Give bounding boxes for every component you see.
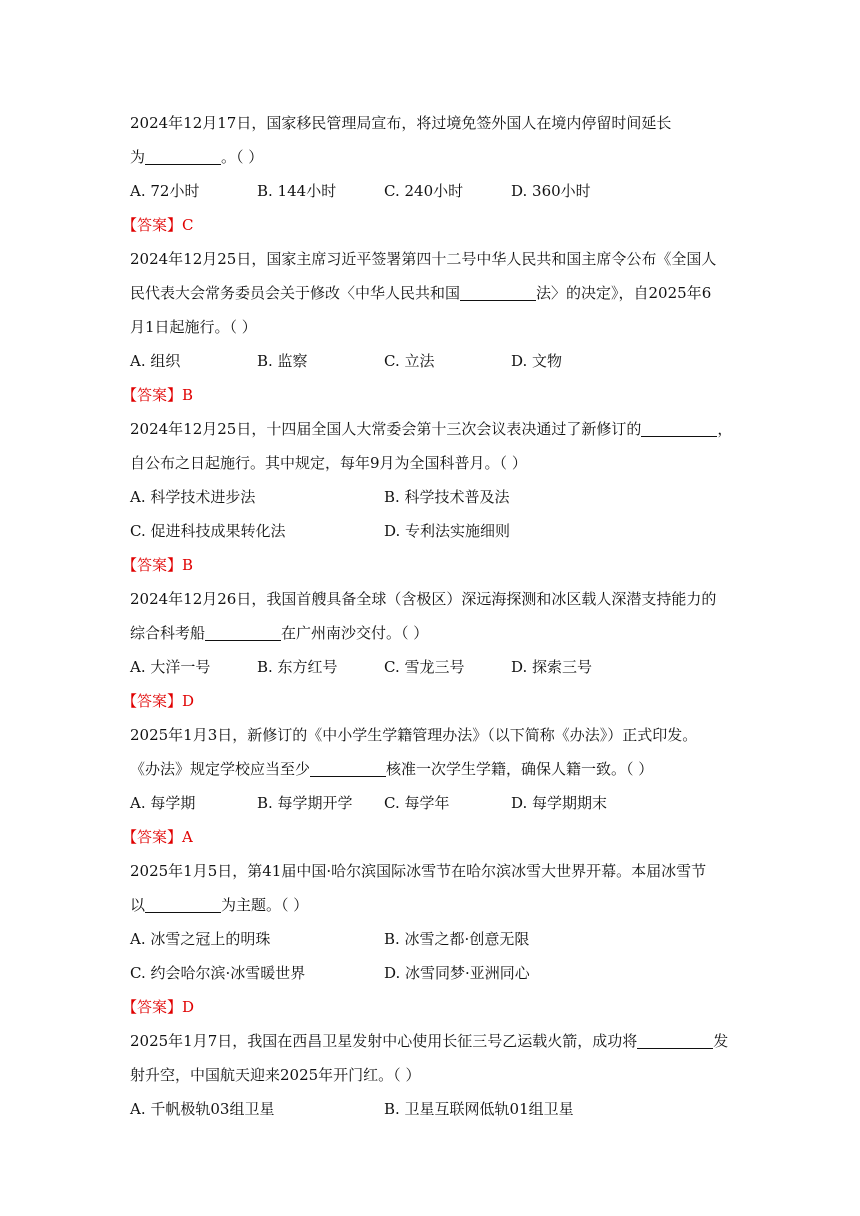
question-text-line	[130, 1058, 730, 1092]
options-row	[130, 344, 730, 378]
question-text: 射升空，中国航天迎来2025年开门红。（ ）	[130, 1066, 421, 1084]
question-text: 法〉的决定》，自2025年6	[536, 284, 712, 302]
question-text-line	[130, 718, 730, 752]
option-a: A. 大洋一号	[130, 658, 211, 676]
question-text-line	[130, 1024, 730, 1058]
fill-in-blank	[637, 1032, 713, 1049]
question-block	[122, 718, 730, 854]
question-block	[122, 582, 730, 718]
question-text: 2024年12月25日，国家主席习近平签署第四十二号中华人民共和国主席令公布《全国人	[130, 250, 717, 268]
question-text: 2025年1月5日，第41届中国·哈尔滨国际冰雪节在哈尔滨冰雪大世界开幕。本届冰雪节	[130, 862, 707, 880]
option-d: D. 360小时	[511, 182, 591, 200]
option-c: C. 雪龙三号	[384, 658, 465, 676]
question-text-line	[130, 616, 730, 650]
option-b: B. 东方红号	[257, 658, 338, 676]
question-text: 发	[713, 1032, 729, 1050]
option-b: B. 144小时	[257, 182, 337, 200]
options-row	[130, 786, 730, 820]
option-a: A. 每学期	[130, 794, 196, 812]
fill-in-blank	[205, 624, 281, 641]
question-text: 在广州南沙交付。（ ）	[281, 624, 429, 642]
question-text-line	[130, 582, 730, 616]
fill-in-blank	[145, 148, 221, 165]
option-b: B. 科学技术普及法	[384, 488, 510, 506]
question-text: 核准一次学生学籍，确保人籍一致。（ ）	[386, 760, 654, 778]
question-text-line	[130, 888, 730, 922]
question-text-line	[130, 310, 730, 344]
options-row	[130, 922, 730, 956]
question-block	[122, 106, 730, 242]
answer-label: 【答案】D	[122, 998, 195, 1016]
option-c: C. 240小时	[384, 182, 464, 200]
option-d: D. 冰雪同梦·亚洲同心	[384, 964, 530, 982]
option-a: A. 千帆极轨03组卫星	[130, 1100, 275, 1118]
option-b: B. 卫星互联网低轨01组卫星	[384, 1100, 574, 1118]
option-b: B. 监察	[257, 352, 308, 370]
question-text: 为	[130, 148, 146, 166]
question-text: 2025年1月3日，新修订的《中小学生学籍管理办法》（以下简称《办法》）正式印发。	[130, 726, 698, 744]
option-a: A. 72小时	[130, 182, 200, 200]
option-d: D. 探索三号	[511, 658, 593, 676]
options-row	[130, 514, 730, 548]
answer-label: 【答案】B	[122, 386, 194, 404]
question-text: 民代表大会常务委员会关于修改〈中华人民共和国	[130, 284, 461, 302]
question-text: 2024年12月25日，十四届全国人大常委会第十三次会议表决通过了新修订的	[130, 420, 642, 438]
option-c: C. 立法	[384, 352, 435, 370]
answer-label: 【答案】A	[122, 828, 193, 846]
question-text-line	[130, 752, 730, 786]
option-a: A. 组织	[130, 352, 181, 370]
answer-label: 【答案】B	[122, 556, 194, 574]
question-text: 2024年12月26日，我国首艘具备全球（含极区）深远海探测和冰区载人深潜支持能力的	[130, 590, 717, 608]
options-row	[130, 480, 730, 514]
option-a: A. 科学技术进步法	[130, 488, 256, 506]
option-b: B. 每学期开学	[257, 794, 353, 812]
fill-in-blank	[460, 284, 536, 301]
question-text: 综合科考船	[130, 624, 206, 642]
options-row	[130, 1092, 730, 1126]
question-block	[130, 1024, 730, 1126]
option-b: B. 冰雪之都·创意无限	[384, 930, 530, 948]
option-c: C. 促进科技成果转化法	[130, 522, 286, 540]
question-text: 以	[130, 896, 146, 914]
answer-label: 【答案】D	[122, 692, 195, 710]
option-c: C. 约会哈尔滨·冰雪暖世界	[130, 964, 306, 982]
question-text: 2024年12月17日，国家移民管理局宣布，将过境免签外国人在境内停留时间延长	[130, 114, 672, 132]
option-d: D. 每学期期末	[511, 794, 608, 812]
question-text-line	[130, 140, 730, 174]
option-d: D. 专利法实施细则	[384, 522, 511, 540]
answer-label: 【答案】C	[122, 216, 194, 234]
question-text-line	[130, 106, 730, 140]
question-text-line	[130, 242, 730, 276]
question-list	[122, 106, 733, 1126]
option-c: C. 每学年	[384, 794, 450, 812]
question-block	[122, 412, 733, 582]
question-text: 自公布之日起施行。其中规定，每年9月为全国科普月。（ ）	[130, 454, 527, 472]
question-text: 2025年1月7日，我国在西昌卫星发射中心使用长征三号乙运载火箭，成功将	[130, 1032, 638, 1050]
question-text-line	[130, 412, 733, 446]
question-block	[122, 854, 730, 1024]
options-row	[130, 174, 730, 208]
question-text-line	[130, 276, 730, 310]
options-row	[130, 650, 730, 684]
question-text-line	[130, 854, 730, 888]
options-row	[130, 956, 730, 990]
fill-in-blank	[310, 760, 386, 777]
option-d: D. 文物	[511, 352, 563, 370]
fill-in-blank	[641, 420, 717, 437]
question-text: ，	[717, 420, 733, 438]
option-a: A. 冰雪之冠上的明珠	[130, 930, 271, 948]
question-text: 为主题。（ ）	[221, 896, 309, 914]
question-text: 。（ ）	[221, 148, 264, 166]
question-text: 月1日起施行。（ ）	[130, 318, 257, 336]
fill-in-blank	[145, 896, 221, 913]
question-text-line	[130, 446, 730, 480]
question-block	[122, 242, 730, 412]
question-text: 《办法》规定学校应当至少	[130, 760, 311, 778]
